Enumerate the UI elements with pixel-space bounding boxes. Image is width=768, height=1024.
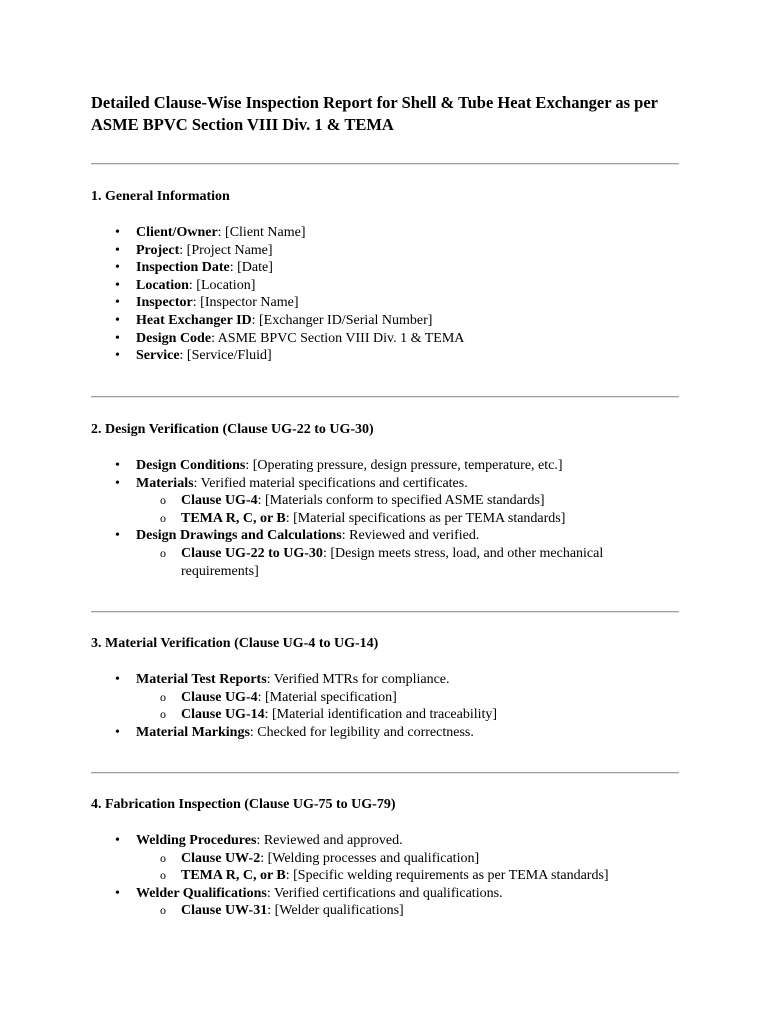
list-item: • Location: [Location] bbox=[115, 277, 256, 293]
circle-bullet-icon: o bbox=[160, 850, 166, 865]
list-item: • Design Conditions: [Operating pressure, design pressure, temperature, etc.] bbox=[115, 458, 563, 473]
sub-list-item: o Clause UG-4: [Materials conform to specified ASME standards] bbox=[160, 493, 545, 509]
circle-bullet-icon: o bbox=[160, 510, 166, 525]
design-verification-list bbox=[0, 457, 661, 580]
sub-list-item: o Clause UG-14: [Material identification and traceability] bbox=[160, 707, 498, 723]
list-item: • Inspector: [Inspector Name] bbox=[115, 295, 299, 311]
horizontal-rule bbox=[91, 611, 679, 613]
circle-bullet-icon: o bbox=[160, 707, 166, 722]
bullet-icon: • bbox=[115, 885, 120, 901]
list-item: • Welding Procedures: Reviewed and approved. bbox=[115, 833, 403, 848]
fabrication-inspection-list bbox=[0, 832, 661, 920]
circle-bullet-icon: o bbox=[160, 689, 166, 704]
bullet-icon: • bbox=[115, 225, 120, 240]
sub-list-item: o TEMA R, C, or B: [Material specifications as per TEMA standards] bbox=[160, 510, 566, 526]
list-item: • Welder Qualifications: Verified certifications and qualifications. bbox=[115, 885, 503, 901]
bullet-icon: • bbox=[115, 242, 120, 258]
list-item: • Inspection Date: [Date] bbox=[115, 260, 273, 276]
bullet-icon: • bbox=[115, 458, 120, 473]
bullet-icon: • bbox=[115, 672, 120, 687]
bullet-icon: • bbox=[115, 312, 120, 328]
bullet-icon: • bbox=[115, 330, 120, 346]
document-title: Detailed Clause-Wise Inspection Report for Shell & Tube Heat Exchanger as per ASME BPVC Section VIII Div. 1 & TEMA bbox=[91, 93, 658, 134]
section-heading-general-information: 1. General Information bbox=[91, 189, 230, 204]
bullet-icon: • bbox=[115, 348, 120, 364]
bullet-icon: • bbox=[115, 475, 120, 491]
bullet-icon: • bbox=[115, 833, 120, 848]
bullet-icon: • bbox=[115, 277, 120, 293]
list-item: • Design Code: ASME BPVC Section VIII Div. 1 & TEMA bbox=[115, 330, 465, 346]
bullet-icon: • bbox=[115, 528, 120, 544]
sub-list-item: o TEMA R, C, or B: [Specific welding requirements as per TEMA standards] bbox=[160, 868, 609, 884]
horizontal-rule bbox=[91, 396, 679, 398]
general-information-list bbox=[0, 224, 656, 365]
bullet-icon: • bbox=[115, 295, 120, 311]
list-item: • Client/Owner: [Client Name] bbox=[115, 225, 306, 240]
circle-bullet-icon: o bbox=[160, 545, 166, 560]
bullet-icon: • bbox=[115, 260, 120, 276]
material-verification-list bbox=[0, 671, 661, 741]
sub-list-item: o Clause UG-22 to UG-30: [Design meets stress, load, and other mechanical requirements] bbox=[160, 545, 604, 579]
list-item: • Project: [Project Name] bbox=[115, 242, 273, 258]
circle-bullet-icon: o bbox=[160, 493, 166, 508]
bullet-icon: • bbox=[115, 724, 120, 740]
list-item: • Service: [Service/Fluid] bbox=[115, 348, 272, 364]
sub-list-item: o Clause UW-2: [Welding processes and qualification] bbox=[160, 850, 480, 866]
sub-list-item: o Clause UG-4: [Material specification] bbox=[160, 689, 397, 705]
list-item: • Design Drawings and Calculations: Reviewed and verified. bbox=[115, 528, 480, 544]
list-item: • Heat Exchanger ID: [Exchanger ID/Serial Number] bbox=[115, 312, 433, 328]
list-item: • Material Test Reports: Verified MTRs for compliance. bbox=[115, 672, 450, 687]
circle-bullet-icon: o bbox=[160, 868, 166, 883]
list-item: • Material Markings: Checked for legibility and correctness. bbox=[115, 724, 474, 740]
list-item: • Materials: Verified material specifications and certificates. bbox=[115, 475, 468, 491]
section-heading-design-verification: 2. Design Verification (Clause UG-22 to UG-30) bbox=[91, 422, 374, 437]
horizontal-rule bbox=[91, 772, 679, 774]
section-heading-fabrication-inspection: 4. Fabrication Inspection (Clause UG-75 to UG-79) bbox=[91, 797, 396, 812]
circle-bullet-icon: o bbox=[160, 903, 166, 918]
horizontal-rule bbox=[91, 163, 679, 165]
sub-list-item: o Clause UW-31: [Welder qualifications] bbox=[160, 903, 404, 919]
section-heading-material-verification: 3. Material Verification (Clause UG-4 to UG-14) bbox=[91, 636, 379, 651]
